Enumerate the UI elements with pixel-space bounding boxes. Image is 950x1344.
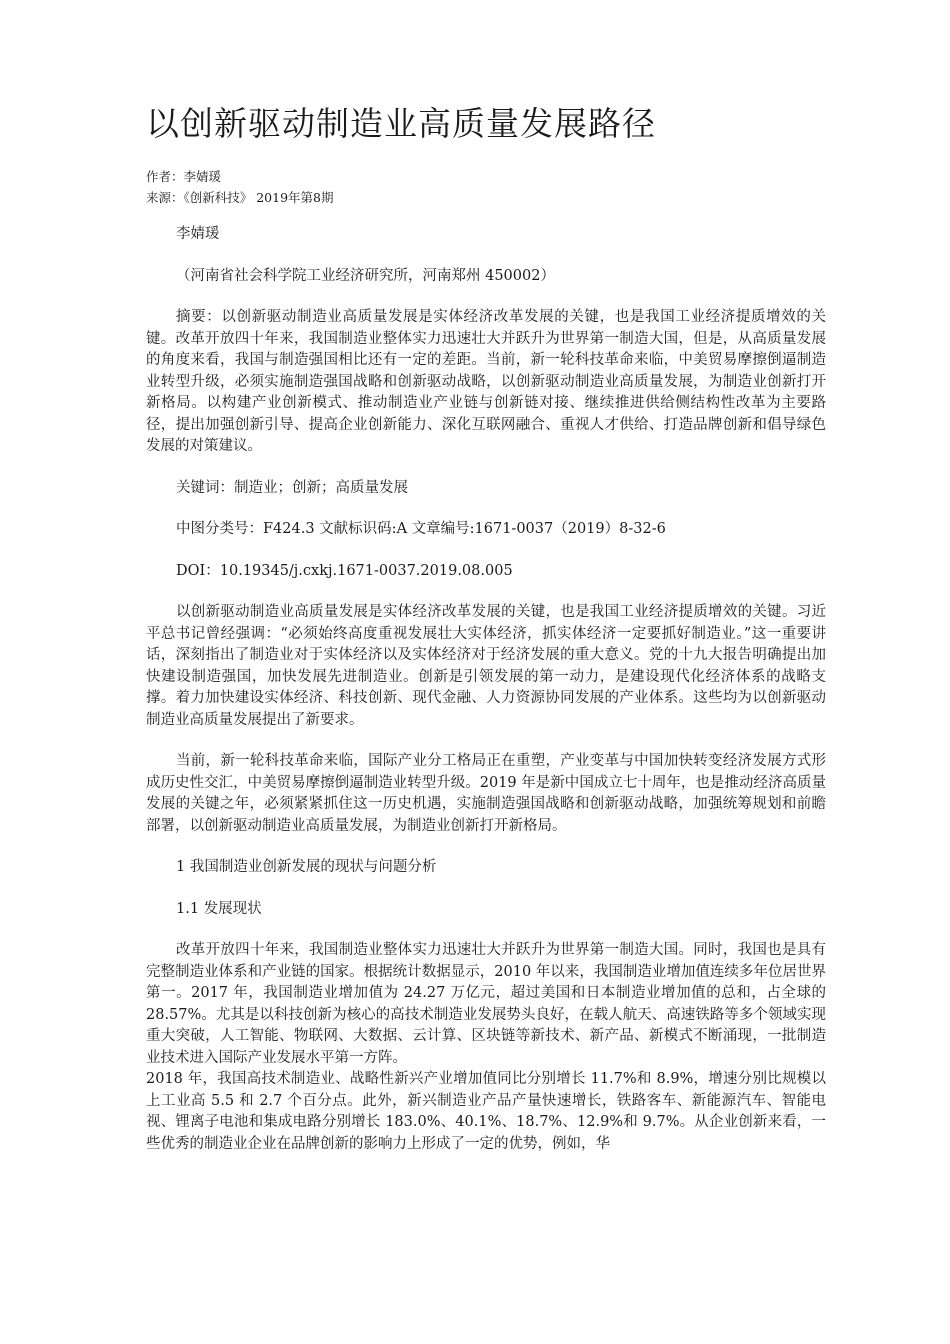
doi-line: DOI：10.19345/j.cxkj.1671-0037.2019.08.005 [176,562,513,579]
article-meta [146,166,826,208]
section-heading-1: 1 我国制造业创新发展的现状与问题分析 [176,859,437,875]
author-line: 作者：李婧瑗 [146,169,222,184]
body-paragraph-2: 当前，新一轮科技革命来临，国际产业分工格局正在重塑，产业变革与中国加快转变经济发展方式形成历史性交汇，中美贸易摩擦倒逼制造业转型升级。2019 年是新中国成立七十周年，也是推动经济高质量发展的关键之年，必须紧紧抓住这一历史机遇，实施制造强国战略和创新驱动战略，加强统筹规划和前瞻部署，以创新驱动制造业高质量发展，为制造业创新打开新格局。 [146,753,826,834]
body-paragraph-3: 改革开放四十年来，我国制造业整体实力迅速壮大并跃升为世界第一制造大国。同时，我国也是具有完整制造业体系和产业链的国家。根据统计数据显示，2010 年以来，我国制造业增加值连续多年位居世界第一。2017 年，我国制造业增加值为 24.27 万亿元，超过美国和日本制造业增加值的总和，占全球的 28.57%。尤其是以科技创新为核心的高技术制造业发展势头良好，在载人航天、高速铁路等多个领域实现重大突破，人工智能、物联网、大数据、云计算、区块链等新技术、新产品、新模式不断涌现，一批制造业技术进入国际产业发展水平第一方阵。 [146,942,826,1066]
byline: 李婧瑗 [176,226,220,242]
body-paragraph-1: 以创新驱动制造业高质量发展是实体经济改革发展的关键，也是我国工业经济提质增效的关键。习近平总书记曾经强调：“必须始终高度重视发展壮大实体经济，抓实体经济一定要抓好制造业。”这一重要讲话，深刻指出了制造业对于实体经济以及实体经济对于经济发展的重大意义。党的十九大报告明确提出加快建设制造强国，加快发展先进制造业。创新是引领发展的第一动力，是建设现代化经济体系的战略支撑。着力加快建设实体经济、科技创新、现代金融、人力资源协同发展的产业体系。这些均为以创新驱动制造业高质量发展提出了新要求。 [146,604,826,728]
section-heading-1-1: 1.1 发展现状 [176,900,262,917]
article [146,100,826,1175]
article-title: 以创新驱动制造业高质量发展路径 [146,104,656,143]
abstract: 摘要：以创新驱动制造业高质量发展是实体经济改革发展的关键，也是我国工业经济提质增效的关键。改革开放四十年来，我国制造业整体实力迅速壮大并跃升为世界第一制造大国，但是，从高质量发展的角度来看，我国与制造强国相比还有一定的差距。当前，新一轮科技革命来临，中美贸易摩擦倒逼制造业转型升级，必须实施制造强国战略和创新驱动战略，以创新驱动制造业高质量发展，为制造业创新打开新格局。以构建产业创新模式、推动制造业产业链与创新链对接、继续推进供给侧结构性改革为主要路径，提出加强创新引导、提高企业创新能力、深化互联网融合、重视人才供给、打造品牌创新和倡导绿色发展的对策建议。 [146,309,826,454]
body-paragraph-4: 2018 年，我国高技术制造业、战略性新兴产业增加值同比分别增长 11.7%和 8.9%，增速分别比规模以上工业高 5.5 和 2.7 个百分点。此外，新兴制造业产品产量快速增长，铁路客车、新能源汽车、智能电视、锂离子电池和集成电路分别增长 183.0%、40.1%、18.7%、12.9%和 9.7%。从企业创新来看，一些优秀的制造业企业在品牌创新的影响力上形成了一定的优势，例如，华 [146,1071,826,1152]
keywords: 关键词：制造业；创新；高质量发展 [176,479,408,496]
classification-line: 中图分类号：F424.3 文献标识码:A 文章编号:1671-0037（2019）8-32-6 [176,521,666,537]
affiliation: （河南省社会科学院工业经济研究所，河南郑州 450002） [176,267,555,284]
source-line: 来源：《创新科技》 2019年第8期 [146,190,334,205]
